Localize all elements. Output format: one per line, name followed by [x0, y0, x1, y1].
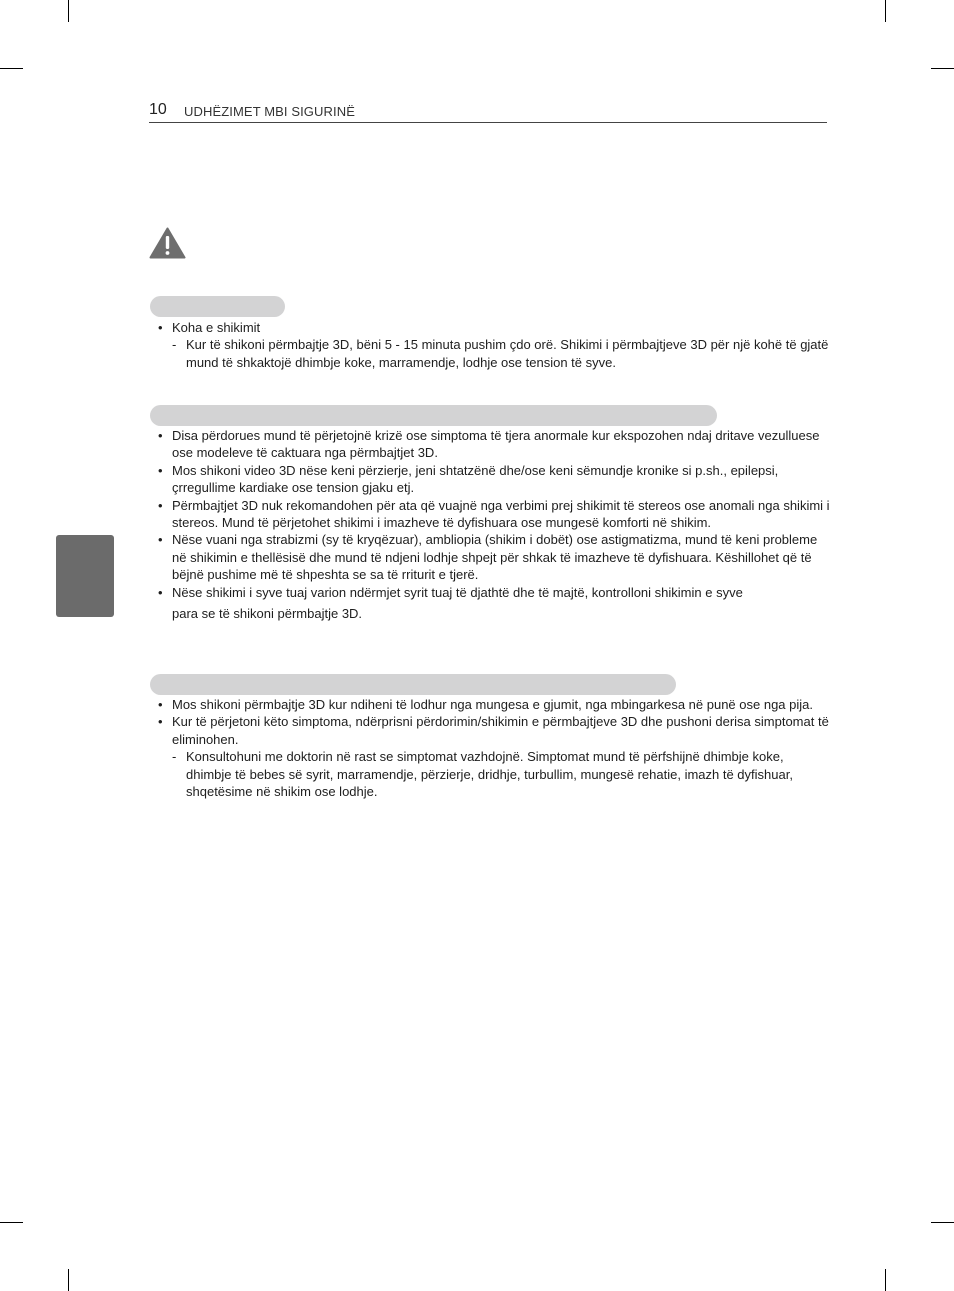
crop-mark [931, 68, 954, 69]
section-viewing-time [158, 319, 830, 371]
list-item: • Mos shikoni video 3D nëse keni përzierje, jeni shtatzënë dhe/ose keni sëmundje kronike si p.sh., epilepsi, çrregullime kardiake ose tension gjaku etj. [158, 462, 830, 497]
crop-mark [885, 1269, 886, 1291]
side-tab [56, 535, 114, 617]
list-subitem: - Kur të shikoni përmbajtje 3D, bëni 5 - 15 minuta pushim çdo orë. Shikimi i përmbajtjeve 3D për një kohë të gjatë mund të shkaktojë dhimbje koke, marramendje, lodhje ose tension të syve. [158, 336, 830, 371]
section-health-conditions [158, 427, 830, 622]
section-heading-bar [150, 405, 717, 426]
list-item: • Koha e shikimit [158, 319, 830, 336]
list-item: • Mos shikoni përmbajtje 3D kur ndiheni të lodhur nga mungesa e gjumit, nga mbingarkesa në punë ose nga pija. [158, 696, 830, 713]
crop-mark [931, 1222, 954, 1223]
list-item: • Nëse vuani nga strabizmi (sy të kryqëzuar), ambliopia (shikim i dobët) ose astigmatizma, mund të keni probleme në shikimin e thellësisë dhe mund të ndjeni lodhje shpejt për shkak të imazheve të dyfishuara. Këshillohet që të bëjnë pushime më të shpeshta se sa të rriturit e tjerë. [158, 531, 830, 583]
crop-mark [885, 0, 886, 22]
list [158, 427, 830, 622]
warning-triangle-icon [149, 227, 186, 259]
list [158, 696, 830, 800]
crop-mark [68, 1269, 69, 1291]
page-header [149, 100, 827, 123]
page-number: 10 [149, 101, 167, 118]
section-heading-bar [150, 674, 676, 695]
list-item: • Disa përdorues mund të përjetojnë krizë ose simptoma të tjera anormale kur ekspozohen ndaj dritave vezulluese ose modeleve të caktuara nga përmbajtjet 3D. [158, 427, 830, 462]
list-item: • Përmbajtjet 3D nuk rekomandohen për ata që vuajnë nga verbimi prej shikimit të stereos ose anomali nga shikimi i stereos. Mund të përjetohet shikimi i imazheve të dyfishuara ose mungesë komforti në shikim. [158, 497, 830, 532]
section-fatigue [158, 696, 830, 800]
crop-mark [68, 0, 69, 22]
crop-mark [0, 68, 23, 69]
list [158, 319, 830, 371]
list-item-continuation: para se të shikoni përmbajtje 3D. [172, 606, 363, 622]
list-subitem: - Konsultohuni me doktorin në rast se simptomat vazhdojnë. Simptomat mund të përfshijnë dhimbje koke, dhimbje të bebes së syrit, marramendje, përzierje, dridhje, turbullim, mungesë rehatie, imazh të dyfishuar, shqetësime në shikim ose lodhje. [158, 748, 830, 800]
list-item: • Kur të përjetoni këto simptoma, ndërprisni përdorimin/shikimin e përmbajtjeve 3D dhe pushoni derisa simptomat të eliminohen. [158, 713, 830, 748]
list-item-text: Nëse shikimi i syve tuaj varion ndërmjet syrit tuaj të djathtë dhe të majtë, kontrolloni shikimin e syve [172, 584, 743, 600]
header-title: UDHËZIMET MBI SIGURINË [184, 104, 355, 119]
section-heading-bar [150, 296, 285, 317]
crop-mark [0, 1222, 23, 1223]
list-item [158, 584, 830, 623]
